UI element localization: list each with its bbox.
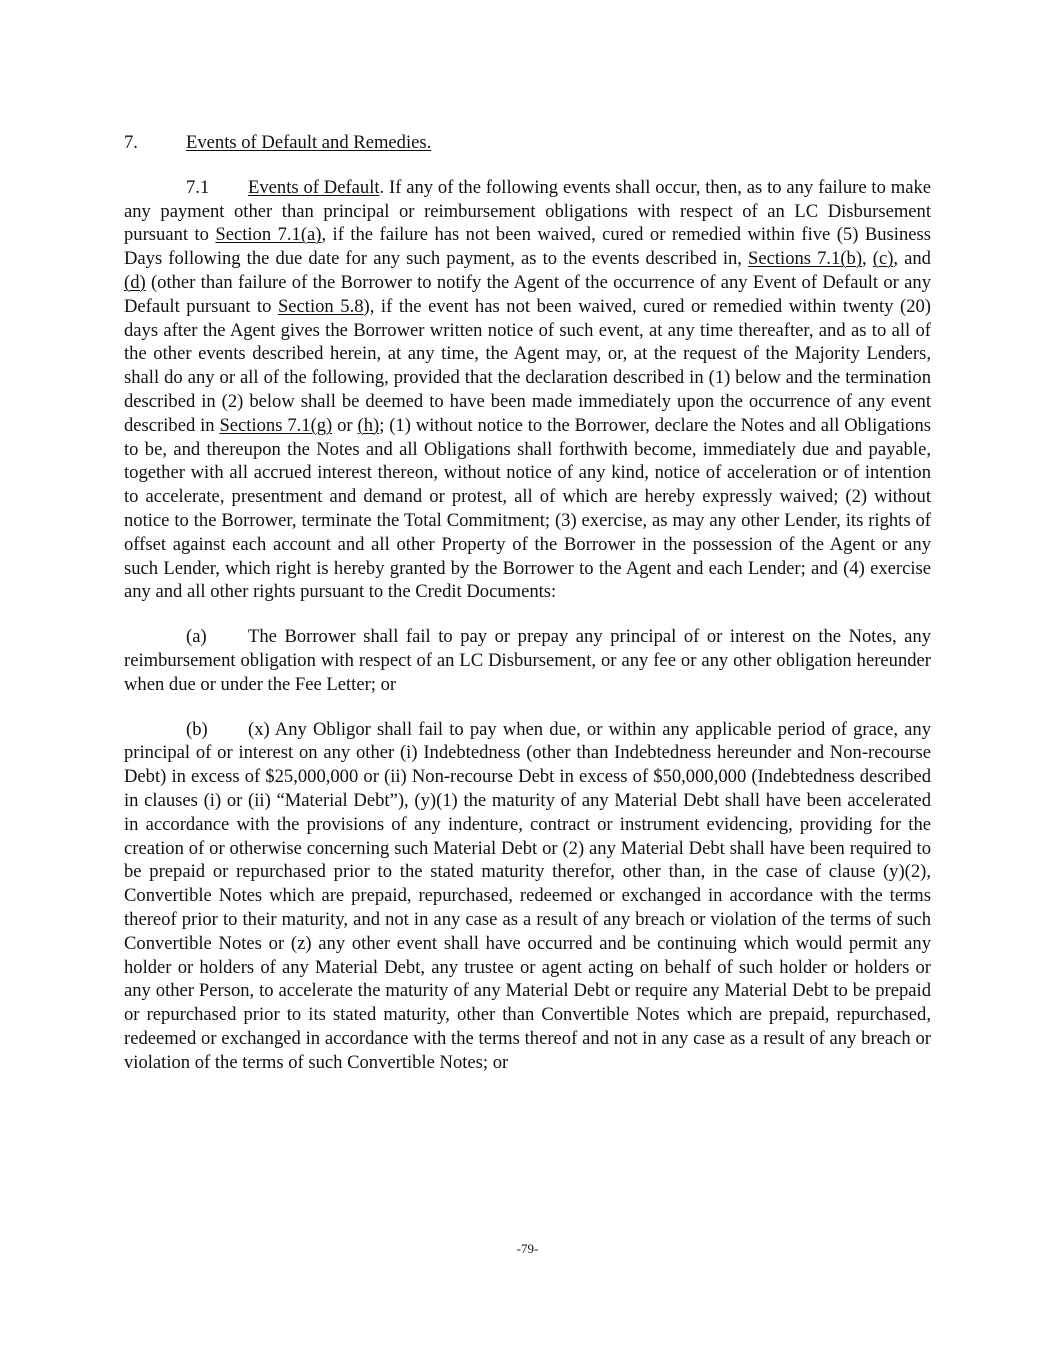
reference-h: (h) [357,414,380,436]
clause-b-text: (x) Any Obligor shall fail to pay when due, or within any applicable period of grace, any principal of or interest on any other (i) Indebtedness (other than Indebtedness hereunder and Non-recourse Debt) in excess of $25,000,000 or (ii) Non-recourse Debt in excess of $50,000,000 (Indebtedness described in clauses (i) or (ii) “Material Debt”), (y)(1) the maturity of any Material Debt shall have been accelerated in accordance with the provisions of any indenture, contract or instrument evidencing, providing for the creation of or otherwise concerning such Material Debt or (2) any Material Debt shall have been required to be prepaid or repurchased prior to the stated maturity therefor, other than, in the case of clause (y)(2), Convertible Notes which are prepaid, repurchased, redeemed or exchanged in accordance with the terms thereof prior to their maturity, and not in any case as a result of any breach or violation of the terms of such Convertible Notes or (z) any other event shall have occurred and be continuing which would permit any holder or holders of any Material Debt, any trustee or agent acting on behalf of such holder or holders or any other Person, to accelerate the maturity of any Material Debt or require any Material Debt to be prepaid or repurchased prior to its stated maturity, other than Convertible Notes which are prepaid, repurchased, redeemed or exchanged in accordance with the terms thereof and not in any case as a result of any breach or violation of the terms of such Convertible Notes; or [124,718,931,1073]
section-7-1-text: . If any of the following events shall occur, then, as to any failure to make any payment other than principal or reimbursement obligations with respect of an LC Disbursement pursuant to [124,176,931,246]
reference-d: (d) [124,271,146,293]
section-7-1-number: 7.1 [186,176,210,198]
section-7-1-paragraph [124,176,931,604]
article-number: 7. [124,132,138,153]
section-7-1-text: or [332,414,358,436]
section-7-1-text: (other than failure of the Borrower to notify the Agent of the occurrence of any Event of Default or any Default pursuant to [124,271,931,317]
section-7-1-text: , if the failure has not been waived, cured or remedied within five (5) Business Days following the due date for any such payment, as to the events described in, [124,224,931,270]
clause-b-label: (b) [186,718,208,740]
section-7-1-text: , and [893,248,931,270]
article-heading [124,131,931,155]
clause-a-paragraph [124,625,931,696]
clause-a-text: The Borrower shall fail to pay or prepay any principal of or interest on the Notes, any reimbursement obligation with respect of an LC Disbursement, or any fee or any other obligation hereunder when due or under the Fee Letter; or [124,626,931,695]
section-7-1-title: Events of Default [248,176,380,198]
reference-section-7-1a: Section 7.1(a) [215,224,322,246]
page-number: -79- [516,1241,539,1256]
clause-b-paragraph [124,718,931,1075]
clause-a-label: (a) [186,626,207,648]
section-7-1-text: ), if the event has not been waived, cured or remedied within twenty (20) days after the Agent gives the Borrower written notice of such event, at any time thereafter, and as to all of the other events described herein, at any time, the Agent may, or, at the request of the Majority Lenders, shall do any or all of the following, provided that the declaration described in (1) below and the termination described in (2) below shall be deemed to have been made immediately upon the occurrence of any event described in [124,295,931,436]
article-title: Events of Default and Remedies. [186,132,432,153]
document-body [124,131,931,1095]
reference-section-7-1b: Sections 7.1(b) [748,248,863,270]
reference-section-5-8: Section 5.8 [277,295,364,317]
section-7-1-text: , [862,248,873,270]
reference-section-7-1g: Sections 7.1(g) [219,414,333,436]
reference-c: (c) [872,248,894,270]
section-7-1-text: ; (1) without notice to the Borrower, declare the Notes and all Obligations to be, and thereupon the Notes and all Obligations shall forthwith become, immediately due and payable, together with all accrued interest thereon, without notice of any kind, notice of acceleration or of intention to accelerate, presentment and demand or protest, all of which are hereby expressly waived; (2) without notice to the Borrower, terminate the Total Commitment; (3) exercise, as may any other Lender, its rights of offset against each account and all other Property of the Borrower in the possession of the Agent or any such Lender, which right is hereby granted by the Borrower to the Agent and each Lender; and (4) exercise any and all other rights pursuant to the Credit Documents: [124,414,931,603]
